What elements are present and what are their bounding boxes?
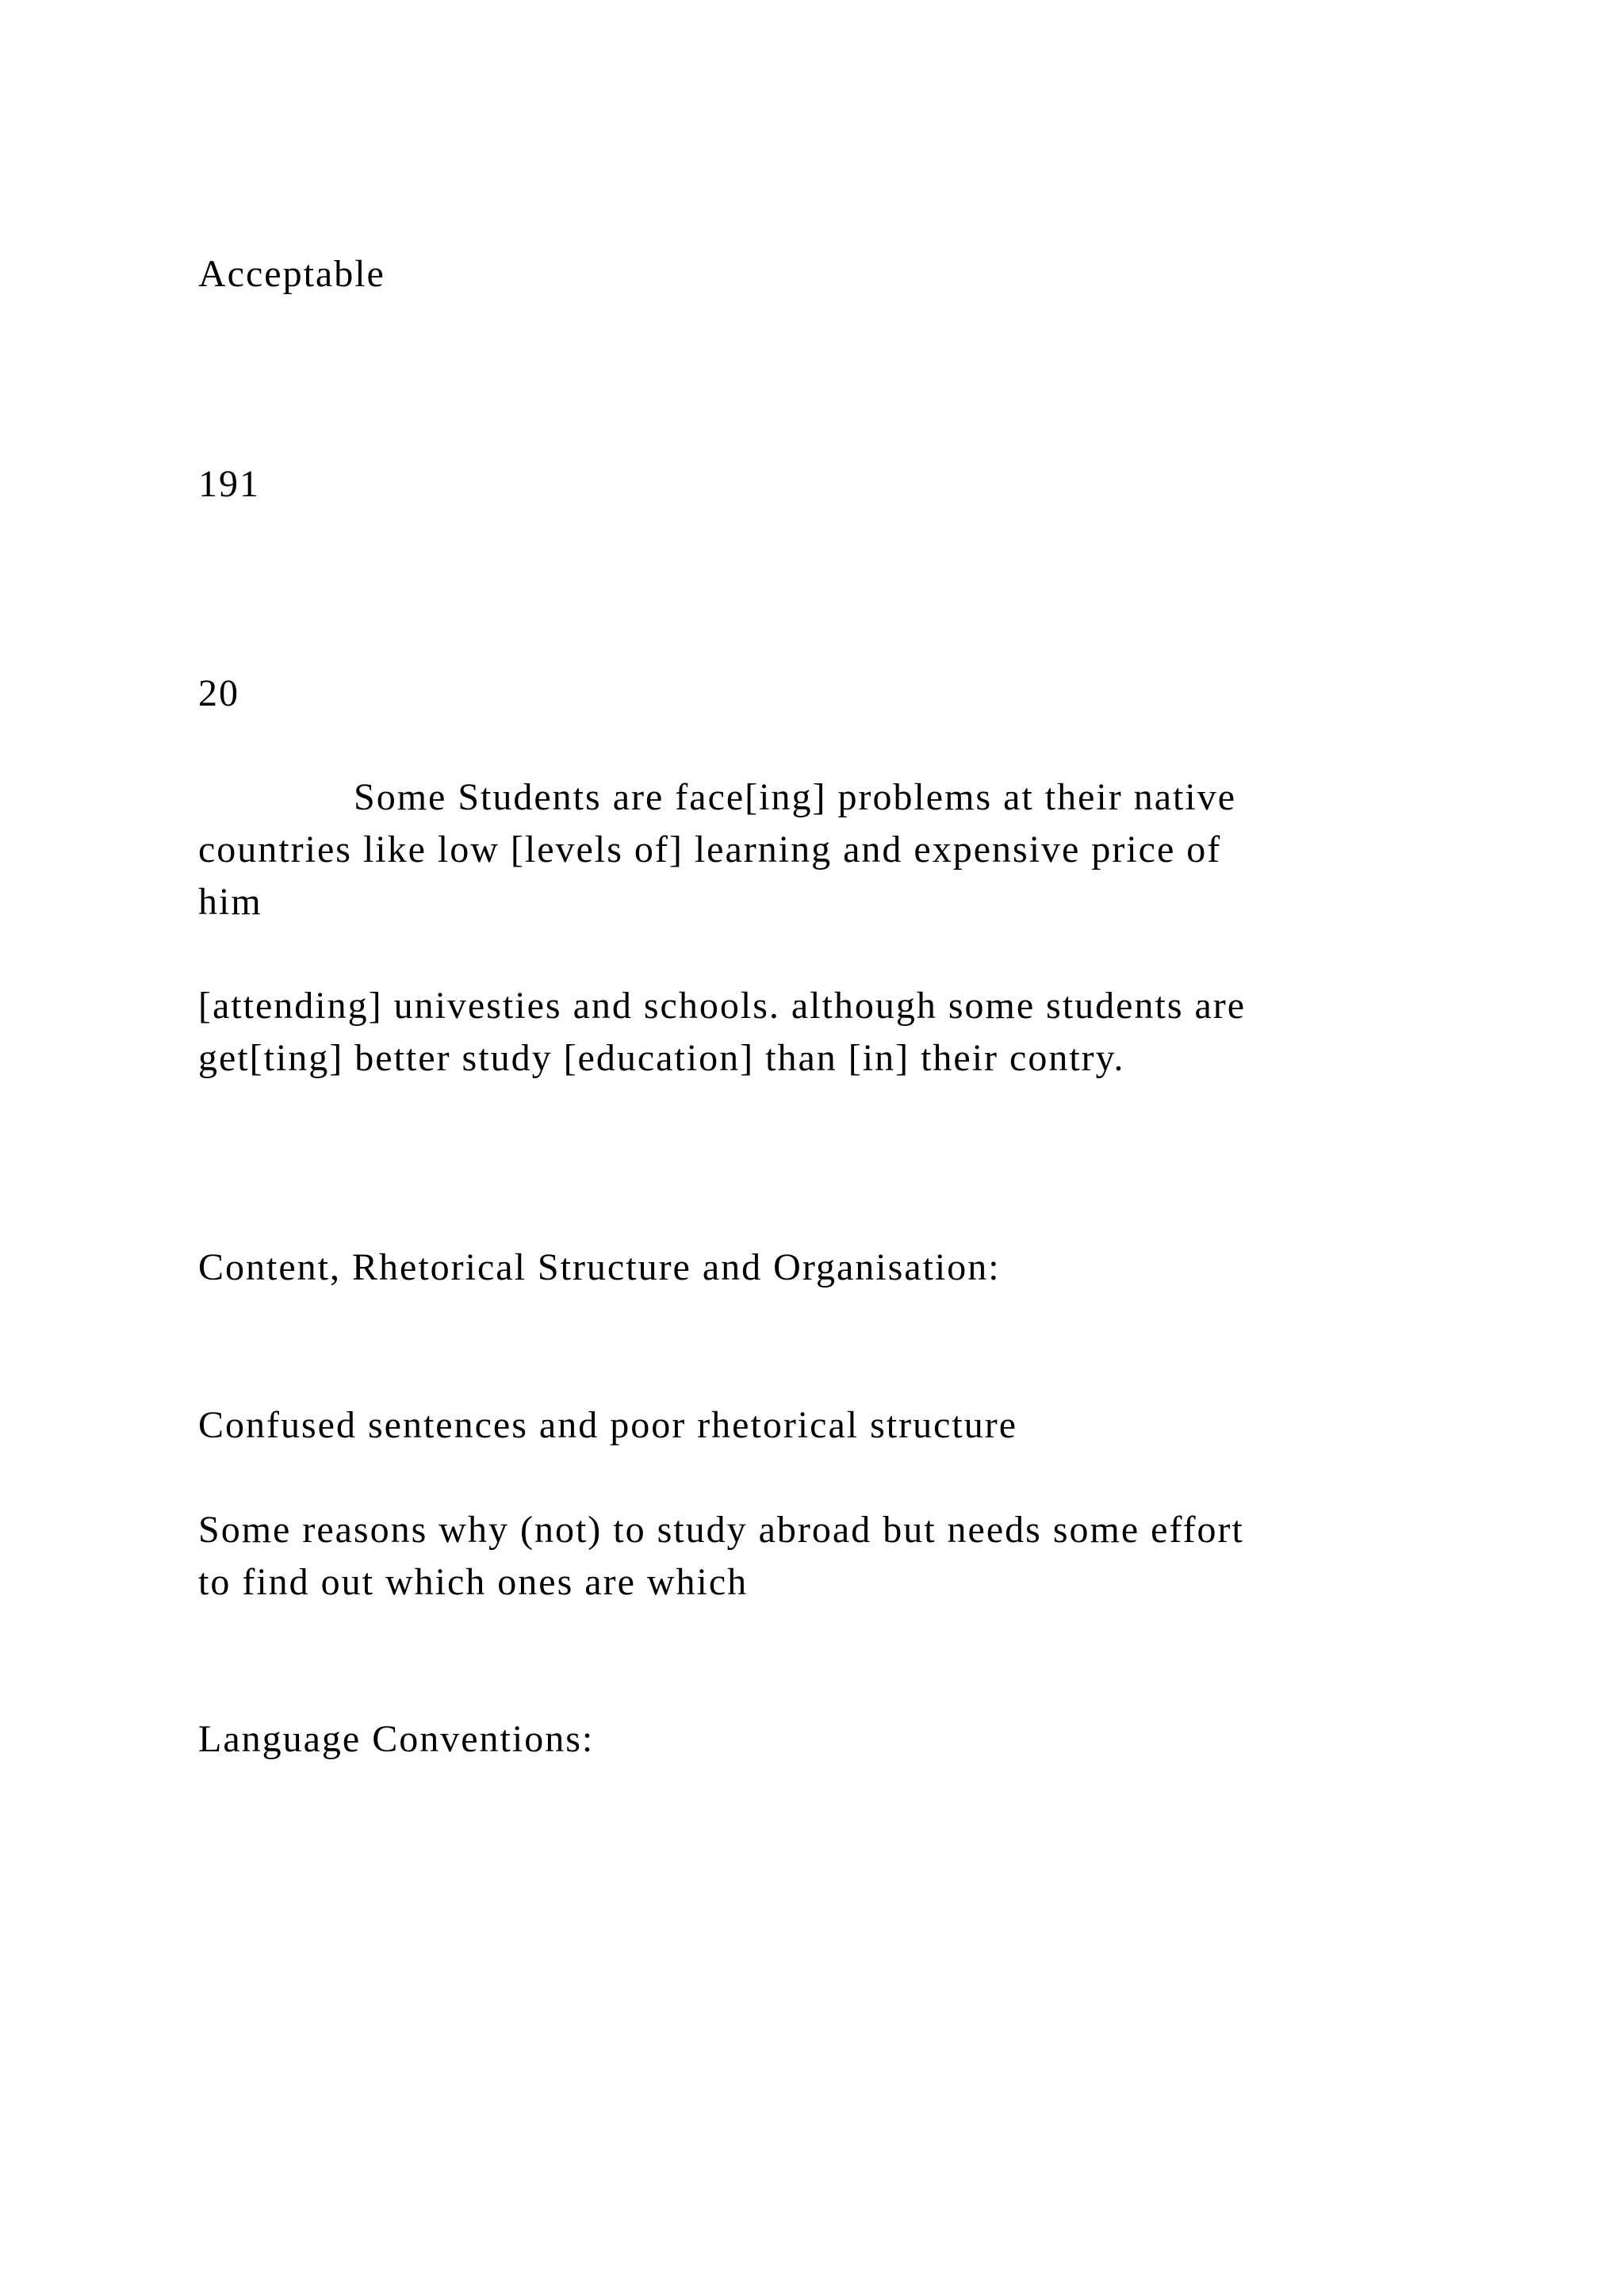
score-value: 20	[198, 672, 239, 714]
language-heading: Language Conventions:	[198, 1718, 595, 1760]
excerpt-line-2: countries like low [levels of] learning and expensive price of	[198, 828, 1222, 871]
content-heading: Content, Rhetorical Structure and Organisation:	[198, 1246, 1001, 1288]
excerpt-line-4: [attending] univesties and schools. although some students are	[198, 985, 1247, 1027]
content-comment-1: Confused sentences and poor rhetorical structure	[198, 1404, 1018, 1446]
excerpt-line-1: Some Students are face[ing] problems at their native	[354, 776, 1237, 818]
word-count: 191	[198, 463, 260, 505]
grade-label: Acceptable	[198, 253, 385, 295]
excerpt-line-3: him	[198, 881, 262, 923]
content-comment-2-line-1: Some reasons why (not) to study abroad but needs some effort	[198, 1509, 1244, 1551]
excerpt-line-5: get[ting] better study [education] than [in] their contry.	[198, 1037, 1125, 1079]
content-comment-2-line-2: to find out which ones are which	[198, 1561, 749, 1603]
